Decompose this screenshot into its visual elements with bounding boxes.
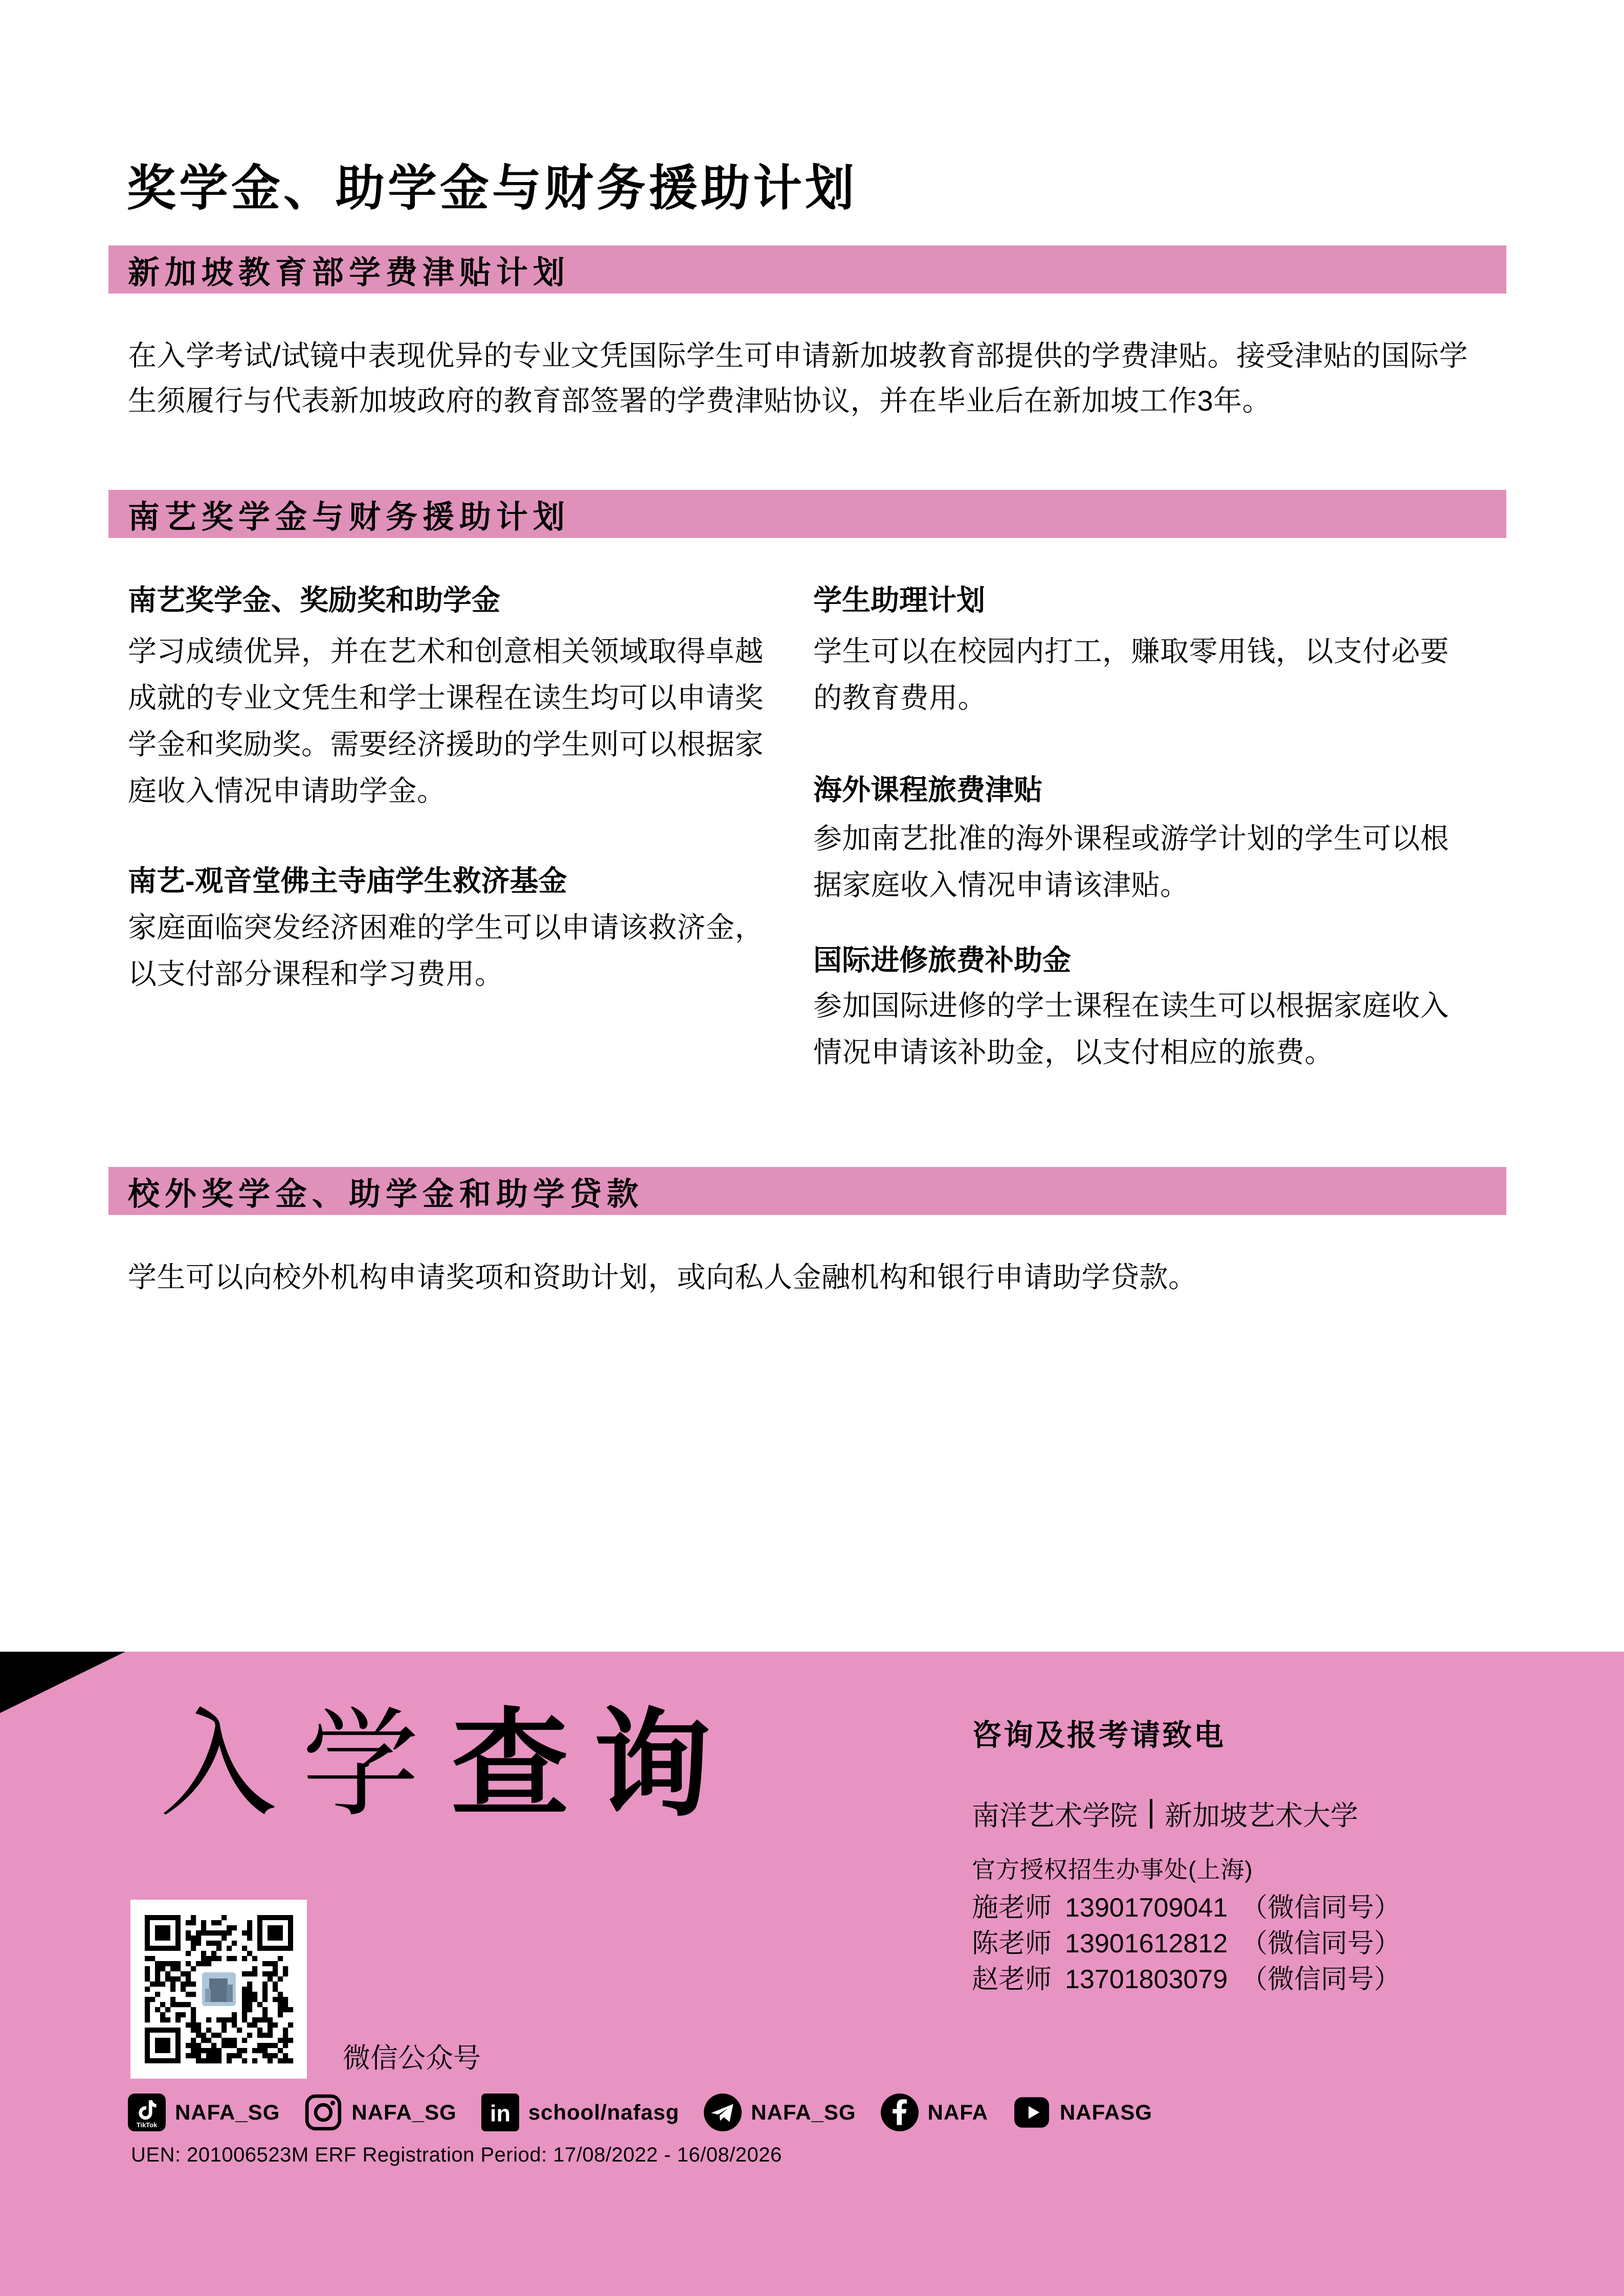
page-title: 奖学金、助学金与财务援助计划 bbox=[127, 161, 857, 216]
org-name-right: 新加坡艺术大学 bbox=[1165, 1800, 1358, 1831]
heading-nafa-scholarships: 南艺奖学金、奖励奖和助学金 bbox=[128, 584, 500, 616]
contact-row bbox=[972, 1922, 1400, 1960]
social-tiktok bbox=[128, 2094, 280, 2131]
section-banner-nafa-aid bbox=[108, 490, 1506, 538]
admission-title-heavy: 查询 bbox=[451, 1699, 736, 1830]
contact-heading: 咨询及报考请致电 bbox=[972, 1719, 1226, 1752]
admission-enquiry-title bbox=[160, 1701, 736, 1829]
heading-relief-fund: 南艺-观音堂佛主寺庙学生救济基金 bbox=[128, 865, 567, 897]
social-telegram bbox=[704, 2094, 856, 2131]
social-handle: school/nafasg bbox=[528, 2100, 680, 2124]
office-line: 官方授权招生办事处(上海) bbox=[972, 1856, 1253, 1883]
footer bbox=[0, 1652, 1624, 2296]
org-name-left: 南洋艺术学院 bbox=[972, 1800, 1138, 1831]
org-divider-bar bbox=[1150, 1799, 1152, 1829]
social-handle: NAFA_SG bbox=[175, 2100, 280, 2124]
contact-note: （微信同号） bbox=[1241, 1893, 1401, 1923]
youtube-icon bbox=[1013, 2094, 1051, 2131]
banner-label: 新加坡教育部学费津贴计划 bbox=[128, 255, 570, 290]
heading-overseas-travel-grant: 海外课程旅费津贴 bbox=[813, 774, 1042, 806]
social-instagram bbox=[304, 2094, 456, 2131]
contact-phone: 13901612812 bbox=[1065, 1929, 1228, 1959]
banner-label: 南艺奖学金与财务援助计划 bbox=[128, 499, 570, 535]
social-handle: NAFASG bbox=[1059, 2100, 1152, 2124]
corner-triangle-decoration bbox=[0, 1652, 125, 1713]
uen-line: UEN: 201006523M ERF Registration Period: 17/08/2022 - 16/08/2026 bbox=[131, 2144, 782, 2166]
contact-name: 施老师 bbox=[972, 1893, 1052, 1923]
section-banner-external-aid bbox=[108, 1167, 1506, 1215]
social-row bbox=[128, 2094, 1152, 2131]
contact-name: 赵老师 bbox=[972, 1965, 1052, 1994]
facebook-icon bbox=[881, 2094, 919, 2131]
body-international-subsidy: 参加国际进修的学士课程在读生可以根据家庭收入情况申请该补助金，以支付相应的旅费。 bbox=[813, 989, 1449, 1068]
contact-note: （微信同号） bbox=[1241, 1929, 1401, 1959]
section-banner-moe-grant bbox=[108, 245, 1506, 294]
moe-grant-paragraph: 在入学考试/试镜中表现优异的专业文凭国际学生可申请新加坡教育部提供的学费津贴。接受津贴的国际学生须履行与代表新加坡政府的教育部签署的学费津贴协议，并在毕业后在新加坡工作3年。 bbox=[128, 340, 1468, 417]
contact-row bbox=[972, 1957, 1400, 1996]
contact-note: （微信同号） bbox=[1241, 1965, 1401, 1994]
instagram-icon bbox=[304, 2094, 342, 2131]
social-facebook bbox=[881, 2094, 988, 2131]
body-overseas-travel-grant: 参加南艺批准的海外课程或游学计划的学生可以根据家庭收入情况申请该津贴。 bbox=[813, 822, 1449, 901]
wechat-qr-code bbox=[130, 1900, 307, 2079]
contact-phone: 13701803079 bbox=[1065, 1965, 1228, 1994]
contact-phone: 13901709041 bbox=[1065, 1893, 1228, 1923]
body-nafa-scholarships: 学习成绩优异，并在艺术和创意相关领域取得卓越成就的专业文凭生和学士课程在读生均可以申请奖学金和奖励奖。需要经济援助的学生则可以根据家庭收入情况申请助学金。 bbox=[128, 635, 764, 807]
body-relief-fund: 家庭面临突发经济困难的学生可以申请该救济金，以支付部分课程和学习费用。 bbox=[128, 911, 764, 990]
tiktok-icon bbox=[128, 2094, 166, 2131]
social-handle: NAFA_SG bbox=[351, 2100, 457, 2124]
social-linkedin bbox=[481, 2094, 679, 2131]
social-handle: NAFA bbox=[927, 2100, 988, 2124]
org-line bbox=[972, 1794, 1358, 1833]
contact-name: 陈老师 bbox=[972, 1929, 1052, 1959]
linkedin-icon bbox=[481, 2094, 519, 2131]
svg-text:in: in bbox=[490, 2100, 510, 2127]
qr-label: 微信公众号 bbox=[343, 2043, 481, 2074]
social-handle: NAFA_SG bbox=[751, 2100, 856, 2124]
external-aid-paragraph: 学生可以向校外机构申请奖项和资助计划，或向私人金融机构和银行申请助学贷款。 bbox=[128, 1261, 1197, 1293]
svg-text:TikTok: TikTok bbox=[136, 2121, 158, 2129]
admission-title-light: 入学 bbox=[160, 1699, 444, 1830]
social-youtube bbox=[1013, 2094, 1152, 2131]
heading-student-assistant: 学生助理计划 bbox=[813, 584, 985, 616]
banner-label: 校外奖学金、助学金和助学贷款 bbox=[128, 1176, 644, 1212]
contact-row bbox=[972, 1886, 1400, 1924]
body-student-assistant: 学生可以在校园内打工，赚取零用钱，以支付必要的教育费用。 bbox=[813, 635, 1449, 714]
heading-international-subsidy: 国际进修旅费补助金 bbox=[813, 944, 1071, 976]
qr-center-logo bbox=[198, 1969, 239, 2010]
telegram-icon bbox=[704, 2094, 742, 2131]
